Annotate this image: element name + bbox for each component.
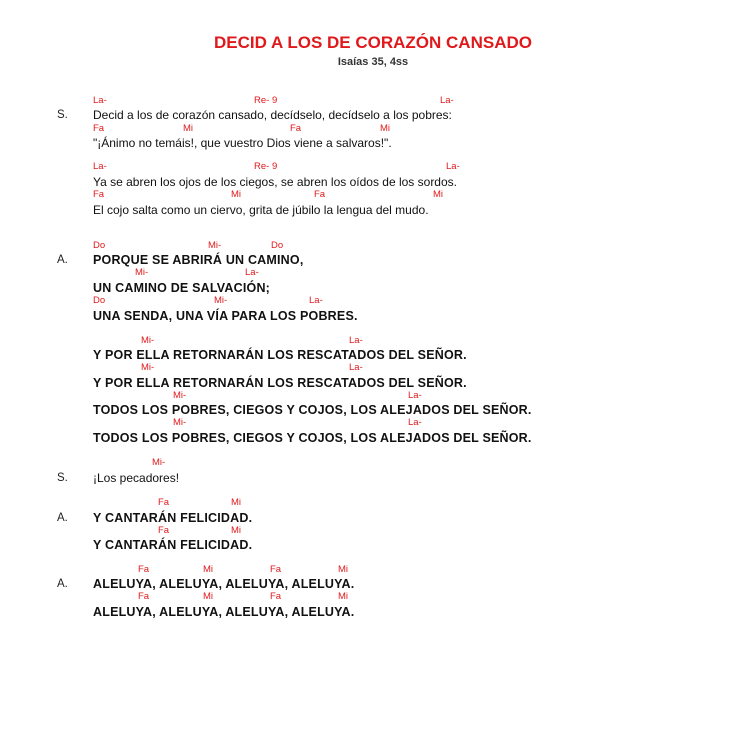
chord: Re- 9 — [254, 161, 278, 172]
chord: La- — [408, 417, 422, 428]
chord: La- — [408, 390, 422, 401]
scripture-reference: Isaías 35, 4ss — [337, 56, 409, 68]
song-title: DECID A LOS DE CORAZÓN CANSADO — [214, 33, 532, 52]
chord: Mi — [380, 123, 391, 134]
chord: Fa — [138, 591, 150, 602]
lyric-line: El cojo salta como un ciervo, grita de júbilo la lengua del mudo. — [93, 203, 429, 217]
lyric-line: TODOS LOS POBRES, CIEGOS Y COJOS, LOS ALEJADOS DEL SEÑOR. — [93, 431, 532, 445]
chord: Do — [271, 240, 284, 251]
chord: Mi- — [141, 335, 155, 346]
chord: Fa — [270, 591, 282, 602]
lyric-line: ¡Los pecadores! — [93, 471, 180, 485]
chord: Mi — [231, 189, 242, 200]
lyric-line: Y CANTARÁN FELICIDAD. — [93, 511, 253, 525]
role-label: A. — [57, 512, 68, 524]
chord: Mi- — [141, 362, 155, 373]
role-label: S. — [57, 472, 68, 484]
chord: La- — [93, 161, 107, 172]
chord: La- — [446, 161, 460, 172]
chord: Do — [93, 240, 106, 251]
chord: Mi — [338, 591, 349, 602]
chord: Fa — [158, 525, 170, 536]
chord: Fa — [93, 189, 105, 200]
lyric-line: Ya se abren los ojos de los ciegos, se abren los oídos de los sordos. — [93, 175, 457, 189]
chord: La- — [309, 295, 323, 306]
lyric-line: TODOS LOS POBRES, CIEGOS Y COJOS, LOS ALEJADOS DEL SEÑOR. — [93, 403, 532, 417]
chord: Mi- — [173, 390, 187, 401]
lyric-line: ALELUYA, ALELUYA, ALELUYA, ALELUYA. — [93, 605, 355, 619]
lyric-line: UNA SENDA, UNA VÍA PARA LOS POBRES. — [93, 309, 358, 323]
chord: La- — [245, 267, 259, 278]
role-label: A. — [57, 578, 68, 590]
lyric-line: Y CANTARÁN FELICIDAD. — [93, 538, 253, 552]
chord: Mi- — [214, 295, 228, 306]
role-label: S. — [57, 109, 68, 121]
lyric-line: ALELUYA, ALELUYA, ALELUYA, ALELUYA. — [93, 577, 355, 591]
lyric-line: Y POR ELLA RETORNARÁN LOS RESCATADOS DEL SEÑOR. — [93, 348, 467, 362]
chord: Mi- — [208, 240, 222, 251]
lyric-line: PORQUE SE ABRIRÁ UN CAMINO, — [93, 253, 304, 267]
lyric-line: Y POR ELLA RETORNARÁN LOS RESCATADOS DEL SEÑOR. — [93, 376, 467, 390]
chord: Mi- — [135, 267, 149, 278]
chord: Mi — [433, 189, 444, 200]
chord: Re- 9 — [254, 95, 278, 106]
chord: Fa — [290, 123, 302, 134]
chord: Fa — [93, 123, 105, 134]
chord: Mi- — [152, 457, 166, 468]
chord: Mi — [183, 123, 194, 134]
role-label: A. — [57, 254, 68, 266]
lyric-line: Decid a los de corazón cansado, decídselo, decídselo a los pobres: — [93, 108, 452, 122]
chord: Fa — [158, 497, 170, 508]
chord: Mi — [231, 525, 242, 536]
chord: La- — [440, 95, 454, 106]
chord: La- — [349, 335, 363, 346]
chord: Fa — [270, 564, 282, 575]
chord: La- — [93, 95, 107, 106]
chord: Do — [93, 295, 106, 306]
lyric-line: UN CAMINO DE SALVACIÓN; — [93, 281, 271, 295]
chord: La- — [349, 362, 363, 373]
chord: Mi — [231, 497, 242, 508]
chord: Mi- — [173, 417, 187, 428]
chord: Mi — [203, 564, 214, 575]
chord: Mi — [338, 564, 349, 575]
chord: Fa — [314, 189, 326, 200]
lyric-line: "¡Ánimo no temáis!, que vuestro Dios viene a salvaros!". — [93, 136, 392, 150]
chord: Mi — [203, 591, 214, 602]
chord: Fa — [138, 564, 150, 575]
